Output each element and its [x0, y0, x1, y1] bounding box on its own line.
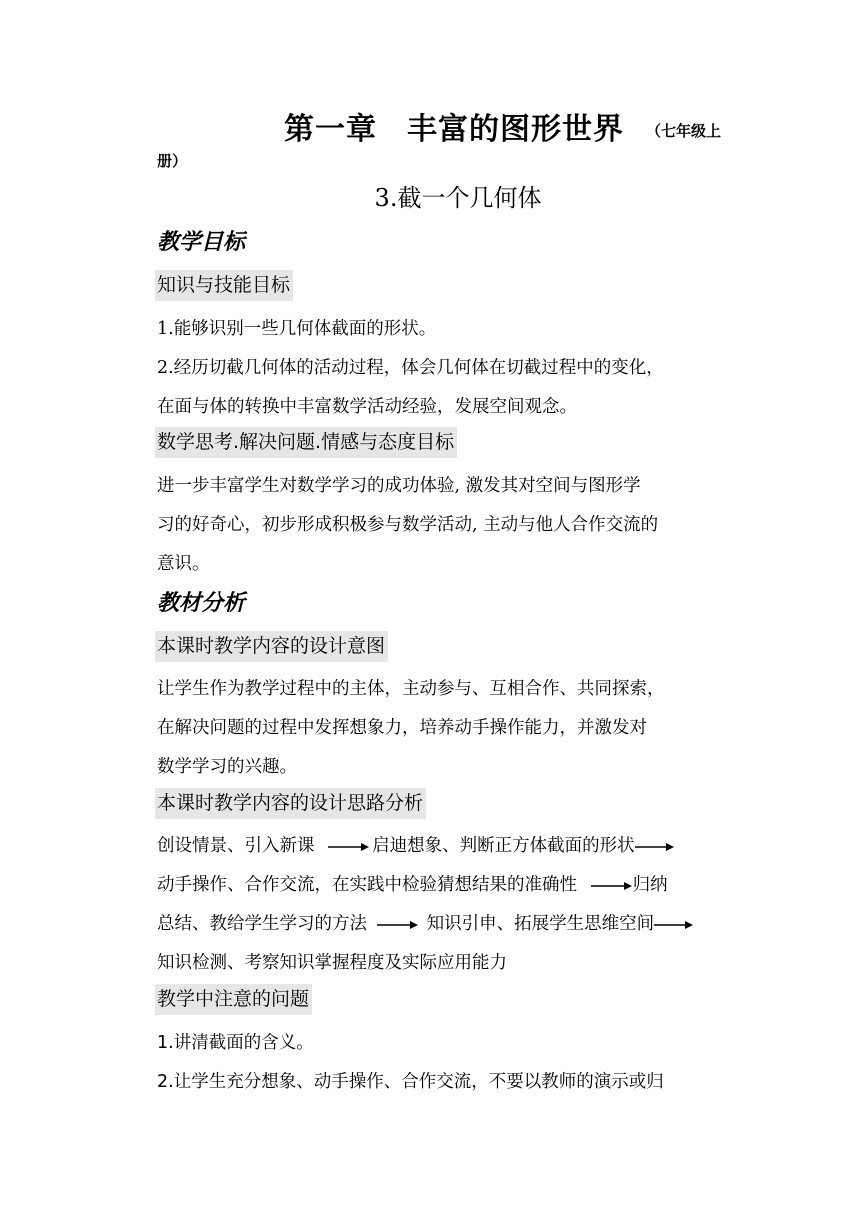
chapter-title [284, 104, 624, 148]
design-intent-heading: 本课时教学内容的设计意图 [155, 631, 388, 662]
grade-note: （七年级上 [646, 122, 722, 140]
flow-line: 知识检测、考察知识掌握程度及实际应用能力 [157, 953, 507, 973]
thinking-goals-text [157, 467, 737, 584]
material-analysis-heading: 教材分析 [157, 591, 246, 616]
teaching-goals-heading: 教学目标 [157, 230, 246, 255]
paragraph-line: 在解决问题的过程中发挥想象力，培养动手操作能力，并激发对 [157, 718, 647, 738]
flow-line [157, 905, 777, 944]
right-arrow-icon [328, 841, 370, 853]
grade-note-continued: 册） [157, 152, 188, 170]
teaching-notes-text [157, 1024, 737, 1102]
paragraph-line: 1.讲清截面的含义。 [157, 1033, 314, 1053]
paragraph-line: 意识。 [157, 554, 210, 574]
flow-step: 启迪想象、判断正方体截面的形状 [372, 836, 635, 856]
chapter-name: 丰富的图形世界 [407, 112, 624, 147]
right-arrow-icon [591, 880, 633, 892]
flow-step: 归纳 [632, 875, 668, 895]
design-intent-text [157, 670, 737, 787]
paragraph-line: 2.经历切截几何体的活动过程，体会几何体在切截过程中的变化， [157, 358, 664, 378]
flow-step: 总结、教给学生学习的方法 [157, 914, 367, 934]
flow-step: 动手操作、合作交流，在实践中检验猜想结果的准确性 [157, 875, 577, 895]
paragraph-line: 数学学习的兴趣。 [157, 757, 297, 777]
thinking-goals-heading: 数学思考.解决问题.情感与态度目标 [155, 427, 457, 458]
flow-line [157, 866, 777, 905]
design-flow-text [157, 827, 777, 983]
paragraph-line: 2.让学生充分想象、动手操作、合作交流，不要以教师的演示或归 [157, 1072, 664, 1092]
paragraph-line: 进一步丰富学生对数学学习的成功体验, 激发其对空间与图形学 [157, 476, 641, 496]
flow-line [157, 827, 777, 866]
right-arrow-icon [635, 841, 675, 853]
flow-step: 知识引申、拓展学生思维空间 [426, 914, 655, 934]
design-flow-heading: 本课时教学内容的设计思路分析 [155, 788, 426, 819]
chapter-number: 第一章 [284, 112, 377, 147]
lesson-title: 3.截一个几何体 [374, 184, 542, 212]
right-arrow-icon [654, 919, 694, 931]
paragraph-line: 1.能够识别一些几何体截面的形状。 [157, 319, 437, 339]
knowledge-skills-heading: 知识与技能目标 [155, 270, 293, 301]
paragraph-line: 让学生作为教学过程中的主体，主动参与、互相合作、共同探索， [157, 679, 665, 699]
paragraph-line: 习的好奇心，初步形成积极参与数学活动, 主动与他人合作交流的 [157, 515, 659, 535]
flow-step: 创设情景、引入新课 [157, 836, 315, 856]
teaching-notes-heading: 教学中注意的问题 [155, 984, 312, 1015]
knowledge-skills-text [157, 310, 737, 427]
paragraph-line: 在面与体的转换中丰富数学活动经验，发展空间观念。 [157, 397, 577, 417]
right-arrow-icon [377, 919, 419, 931]
